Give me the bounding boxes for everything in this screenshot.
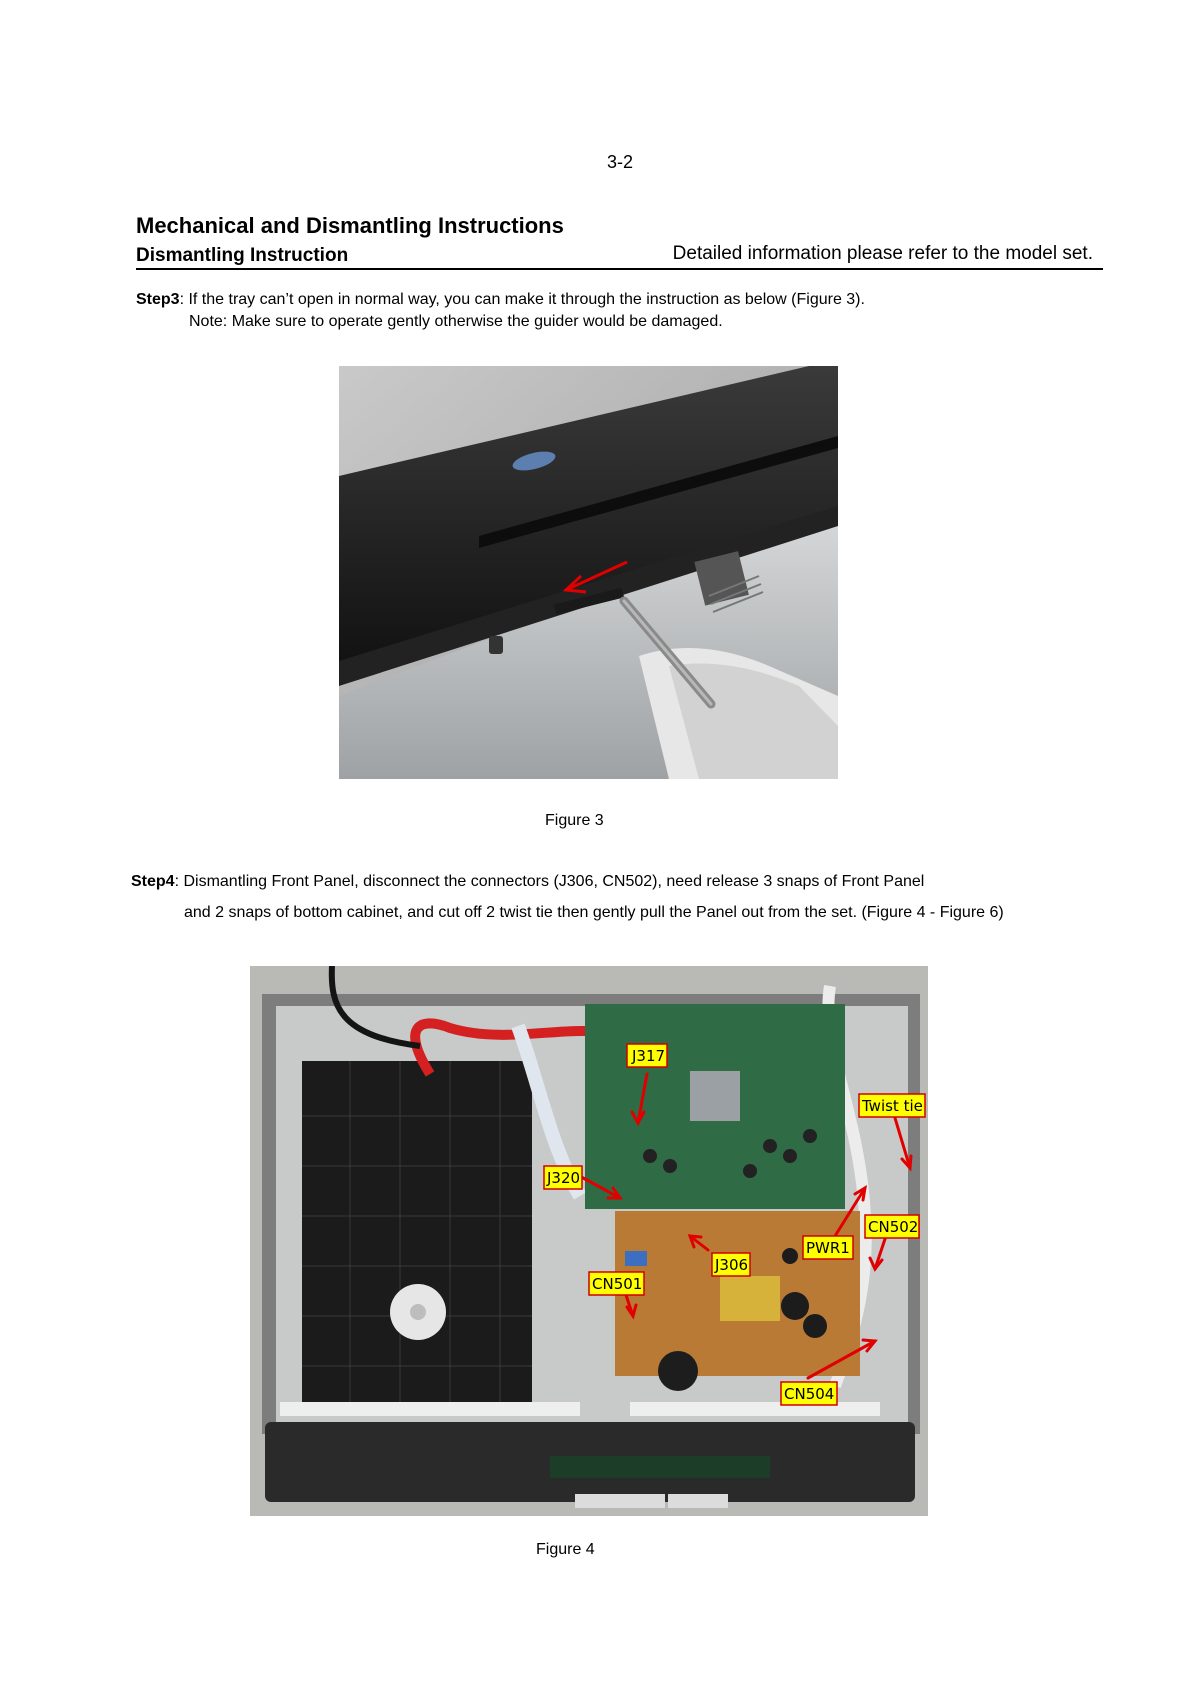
label-j317: J317 — [632, 1047, 666, 1065]
label-pwr1: PWR1 — [806, 1239, 850, 1257]
figure3-caption: Figure 3 — [545, 812, 604, 829]
label-cn501: CN501 — [592, 1275, 643, 1293]
section-title: Mechanical and Dismantling Instructions — [136, 213, 564, 238]
page-number: 3-2 — [606, 152, 633, 172]
step3-text: : If the tray can’t open in normal way, you can make it through the instruction as below (Figure 3). — [179, 291, 865, 308]
label-cn504: CN504 — [784, 1385, 835, 1403]
label-j320: J320 — [547, 1169, 581, 1187]
label-j306: J306 — [715, 1256, 749, 1274]
step4-paragraph — [131, 873, 924, 891]
header-note: Detailed information please refer to the model set. — [672, 243, 1093, 264]
step4-label: Step4 — [131, 873, 175, 890]
step3-label: Step3 — [136, 291, 180, 308]
label-cn502: CN502 — [868, 1218, 919, 1236]
step3-paragraph — [136, 291, 865, 309]
figure3-photo — [339, 366, 838, 779]
section-subtitle: Dismantling Instruction — [136, 245, 349, 266]
step4-text-line1: : Dismantling Front Panel, disconnect the connectors (J306, CN502), need release 3 snaps of Front Panel — [174, 873, 925, 890]
figure4-photo — [250, 966, 928, 1516]
label-twist-tie: Twist tie — [862, 1097, 923, 1115]
header-divider — [136, 268, 1103, 270]
step3-note: Note: Make sure to operate gently otherwise the guider would be damaged. — [189, 313, 723, 330]
step4-text-line2: and 2 snaps of bottom cabinet, and cut off 2 twist tie then gently pull the Panel out from the set. (Figure 4 - Figure 6) — [184, 904, 1004, 921]
figure4-caption: Figure 4 — [536, 1541, 595, 1558]
